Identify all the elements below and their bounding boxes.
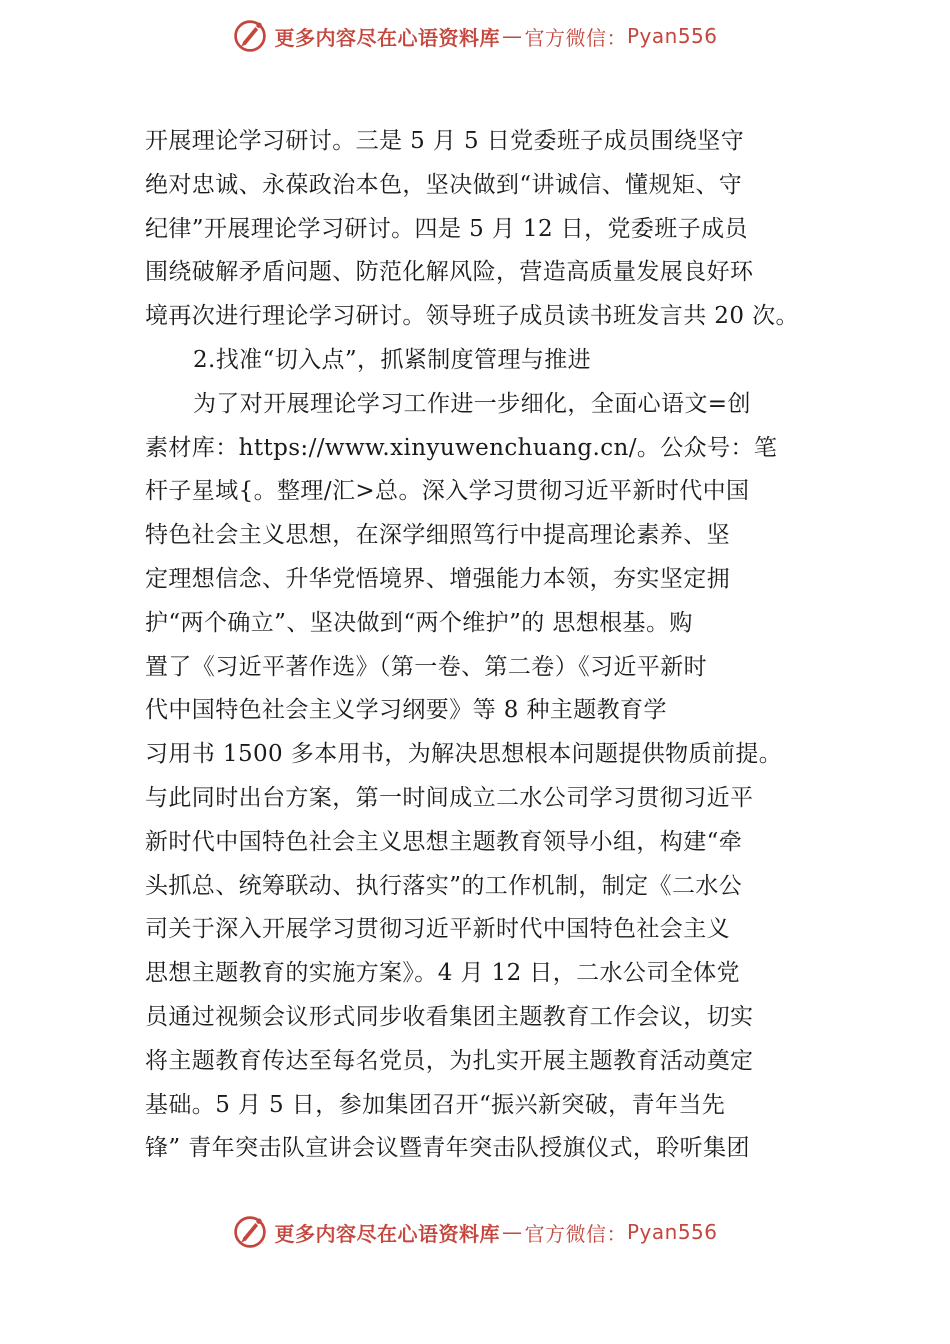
text-line: 绝对忠诚、永葆政治本色，坚决做到“讲诚信、懂规矩、守	[145, 171, 743, 198]
banner-brand: 更多内容尽在心语资料库	[274, 25, 500, 50]
text-line: 置了《习近平著作选》（第一卷、第二卷）《习近平新时	[145, 653, 707, 680]
text-line: 杆子星域{。整理/汇>总。深入学习贯彻习近平新时代中国	[145, 478, 750, 505]
banner-wechat-label: 官方微信：	[524, 1221, 627, 1246]
text-line: 习用书 1500 多本用书，为解决思想根本问题提供物质前提。	[145, 741, 783, 768]
text-line: 头抓总、统筹联动、执行落实”的工作机制，制定《二水公	[145, 872, 743, 899]
text-line: 纪律”开展理论学习研讨。四是 5 月 12 日，党委班子成员	[145, 215, 748, 242]
text-line: 与此同时出台方案，第一时间成立二水公司学习贯彻习近平	[145, 784, 754, 811]
text-line: 围绕破解矛盾问题、防范化解风险，营造高质量发展良好环	[145, 259, 754, 286]
banner-separator: —	[501, 24, 523, 48]
text-line: 新时代中国特色社会主义思想主题教育领导小组，构建“牵	[145, 828, 743, 855]
banner-wechat-id: Pyan556	[626, 24, 718, 48]
document-body	[145, 120, 825, 1171]
header-banner	[0, 14, 950, 58]
text-line: 员通过视频会议形式同步收看集团主题教育工作会议，切实	[145, 1003, 754, 1030]
banner-wechat-label: 官方微信：	[524, 25, 627, 50]
text-line: 素材库：https://www.xinyuwenchuang.cn/。公众号：笔	[145, 434, 778, 461]
text-line: 代中国特色社会主义学习纲要》等 8 种主题教育学	[145, 697, 667, 724]
banner-brand: 更多内容尽在心语资料库	[274, 1221, 500, 1246]
text-line: 境再次进行理论学习研讨。领导班子成员读书班发言共 20 次。	[145, 303, 799, 330]
text-line: 将主题教育传达至每名党员，为扎实开展主题教育活动奠定	[145, 1047, 754, 1074]
text-line: 特色社会主义思想，在深学细照笃行中提高理论素养、坚	[145, 522, 730, 549]
logo-icon	[232, 1214, 268, 1250]
logo-icon	[232, 18, 268, 54]
text-line: 司关于深入开展学习贯彻习近平新时代中国特色社会主义	[145, 916, 730, 943]
footer-banner	[0, 1210, 950, 1254]
text-line: 基础。5 月 5 日，参加集团召开“振兴新突破，青年当先	[145, 1091, 726, 1118]
banner-separator: —	[501, 1220, 523, 1244]
text-line: 定理想信念、升华党悟境界、增强能力本领，夯实坚定拥	[145, 565, 730, 592]
text-line: 锋” 青年突击队宣讲会议暨青年突击队授旗仪式，聆听集团	[145, 1135, 750, 1162]
banner-wechat-id: Pyan556	[626, 1220, 718, 1244]
text-line: 思想主题教育的实施方案》。4 月 12 日，二水公司全体党	[145, 960, 740, 987]
section-heading: 2.找准“切入点”，抓紧制度管理与推进	[193, 346, 592, 373]
text-line: 开展理论学习研讨。三是 5 月 5 日党委班子成员围绕坚守	[145, 128, 745, 154]
text-line: 为了对开展理论学习工作进一步细化，全面心语文=创	[193, 390, 751, 417]
text-line: 护“两个确立”、坚决做到“两个维护”的 思想根基。购	[145, 609, 693, 636]
